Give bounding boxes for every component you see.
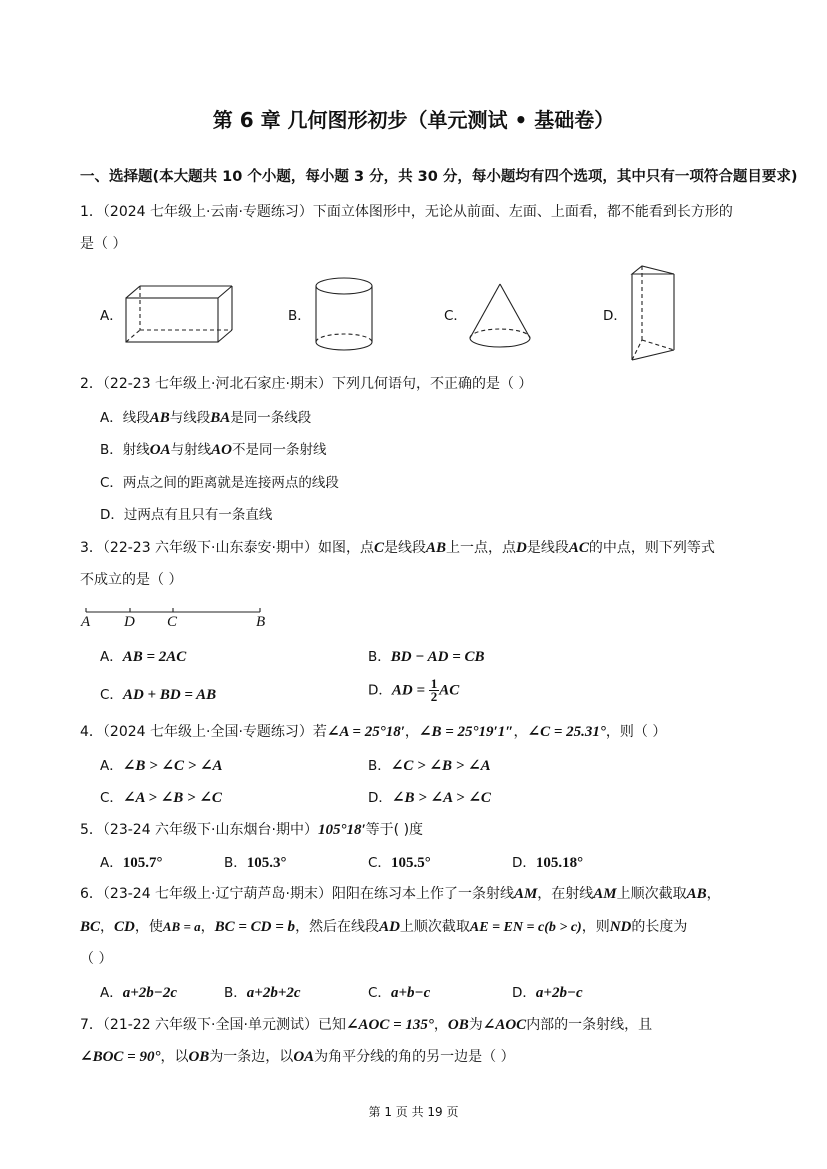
q6-text-line3: （ ） xyxy=(80,951,113,967)
q5-option-a: A．105.7° xyxy=(100,855,163,871)
q2-option-a: A．线段AB与线段BA是同一条线段 xyxy=(100,410,312,426)
q1-option-d-label: D． xyxy=(603,308,627,324)
q3-option-c: C．AD + BD = AB xyxy=(100,687,217,703)
section-heading: 一、选择题(本大题共 10 个小题，每小题 3 分，共 30 分，每小题均有四个选项，其中只有一项符合题目要求) xyxy=(80,169,798,185)
triangular-prism-figure xyxy=(628,264,680,364)
q4-option-b: B．∠C > ∠B > ∠A xyxy=(368,758,491,774)
q3-option-a: A．AB = 2AC xyxy=(100,649,187,665)
question-2 xyxy=(80,374,532,394)
q3-text-line2: 不成立的是（ ） xyxy=(80,572,183,588)
q2-option-b: B．射线OA与射线AO不是同一条射线 xyxy=(100,442,327,458)
q6-option-b: B．a+2b+2c xyxy=(224,985,301,1001)
q1-text: 下面立体图形中，无论从前面、左面、上面看，都不能看到长方形的 xyxy=(312,204,733,220)
q2-number: 2． xyxy=(80,376,103,392)
page-footer: 第 1 页 共 19 页 xyxy=(368,1105,459,1119)
q4-option-c: C．∠A > ∠B > ∠C xyxy=(100,790,222,806)
q1-number: 1． xyxy=(80,204,103,220)
q2-option-c: C．两点之间的距离就是连接两点的线段 xyxy=(100,475,339,491)
question-4: 4．（2024 七年级上·全国·专题练习）若∠A = 25°18′，∠B = 25°19′1″，∠C = 25.31°，则（ ） xyxy=(80,724,667,740)
q3-option-b: B．BD − AD = CB xyxy=(368,649,485,665)
q3-option-d: D．AD = $\frac{1}{2}$ AC xyxy=(368,676,460,704)
q5-option-c: C．105.5° xyxy=(368,855,431,871)
fraction-one-half: $\frac{1}{2}$ xyxy=(430,676,438,704)
page-title: 第 6 章 几何图形初步（单元测试 • 基础卷） xyxy=(212,108,615,132)
point-label-c: C xyxy=(167,614,178,630)
question-1 xyxy=(80,202,733,222)
q6-option-d: D．a+2b−c xyxy=(512,985,583,1001)
q6-option-a: A．a+2b−2c xyxy=(100,985,178,1001)
q1-option-b-label: B． xyxy=(288,308,311,324)
question-6: 6．（23-24 七年级上·辽宁葫芦岛·期末）阳阳在练习本上作了一条射线AM，在射线AM上顺次截取AB， xyxy=(80,886,721,902)
q2-source: （22-23 七年级上·河北石家庄·期末） xyxy=(102,376,332,392)
point-label-a: A xyxy=(81,614,91,630)
q4-option-d: D．∠B > ∠A > ∠C xyxy=(368,790,491,806)
q7-text-line2: ∠BOC = 90°，以OB为一条边，以OA为角平分线的角的另一边是（ ） xyxy=(80,1049,515,1065)
question-7: 7．（21-22 六年级下·全国·单元测试）已知∠AOC = 135°，OB为∠AOC内部的一条射线，且 xyxy=(80,1017,653,1033)
question-5: 5．（23-24 六年级下·山东烟台·期中）105°18′等于( )度 xyxy=(80,822,424,838)
q2-text: 下列几何语句，不正确的是（ ） xyxy=(331,376,533,392)
q5-option-b: B．105.3° xyxy=(224,855,287,871)
q2-option-d: D．过两点有且只有一条直线 xyxy=(100,507,273,523)
cuboid-figure xyxy=(124,284,236,346)
point-label-b: B xyxy=(256,614,266,630)
cylinder-figure xyxy=(314,276,378,356)
q1-text-line2: 是（ ） xyxy=(80,236,127,252)
q4-option-a: A．∠B > ∠C > ∠A xyxy=(100,758,223,774)
q1-option-a-label: A． xyxy=(100,308,123,324)
q6-text-line2: BC，CD，使AB = a，BC = CD = b，然后在线段AD上顺次截取AE = EN = c(b > c)，则ND的长度为 xyxy=(80,919,688,935)
q6-option-c: C．a+b−c xyxy=(368,985,431,1001)
point-label-d: D xyxy=(124,614,135,630)
question-3: 3．（22-23 六年级下·山东泰安·期中）如图，点C是线段AB上一点，点D是线段AC的中点，则下列等式 xyxy=(80,540,715,556)
q1-source: （2024 七年级上·云南·专题练习） xyxy=(102,204,313,220)
q1-option-c-label: C． xyxy=(444,308,467,324)
q5-option-d: D．105.18° xyxy=(512,855,584,871)
cone-figure xyxy=(468,282,534,352)
